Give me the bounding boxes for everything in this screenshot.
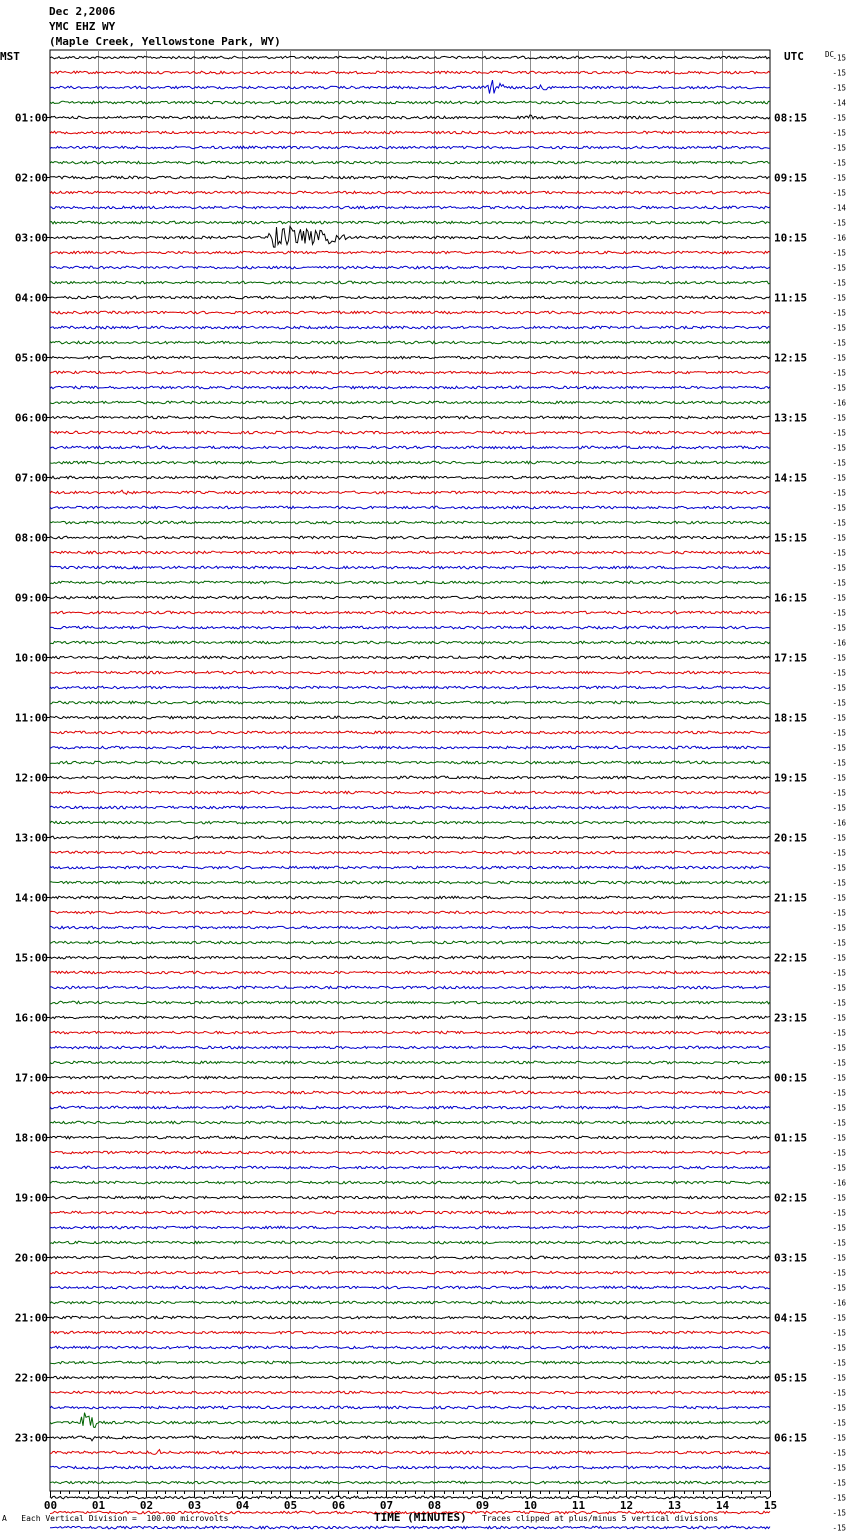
seismic-trace: [50, 506, 770, 509]
left-timezone-label: MST: [0, 50, 20, 63]
dc-offset-label: -15: [832, 488, 846, 498]
seismic-trace: [50, 56, 770, 59]
seismic-trace: [50, 1286, 770, 1289]
mst-hour-label: 12:00: [14, 771, 48, 785]
seismic-trace: [50, 131, 770, 134]
seismic-trace: [50, 866, 770, 869]
dc-offset-label: -15: [832, 218, 846, 228]
clip-note: Traces clipped at plus/minus 5 vertical divisions: [482, 1514, 719, 1523]
dc-offset-label: -15: [832, 368, 846, 378]
seismic-trace: [50, 881, 770, 884]
seismic-trace: [50, 1271, 770, 1274]
mst-hour-label: 03:00: [14, 231, 48, 245]
dc-offset-label: -15: [832, 1268, 846, 1278]
x-tick-label: 06: [331, 1499, 346, 1512]
seismic-trace: [50, 1046, 770, 1049]
dc-offset-label: -15: [832, 1163, 846, 1173]
utc-hour-label: 05:15: [774, 1371, 808, 1385]
seismic-trace: [50, 536, 770, 539]
dc-offset-label: -15: [832, 1253, 846, 1263]
seismic-trace: [50, 1211, 770, 1214]
seismic-trace: [50, 626, 770, 629]
x-tick-label: 07: [379, 1499, 394, 1512]
dc-offset-label: -15: [832, 863, 846, 873]
seismic-trace: [50, 446, 770, 449]
dc-offset-label: -15: [832, 338, 846, 348]
mst-hour-label: 13:00: [14, 831, 48, 845]
seismic-trace: [50, 791, 770, 794]
dc-offset-label: -15: [832, 1313, 846, 1323]
dc-offset-label: -15: [832, 128, 846, 138]
dc-offset-label: -15: [832, 908, 846, 918]
utc-hour-label: 11:15: [774, 291, 808, 305]
dc-offset-label: -15: [832, 683, 846, 693]
seismic-trace: [50, 1450, 770, 1455]
mst-hour-label: 18:00: [14, 1131, 48, 1145]
seismic-trace: [50, 671, 770, 674]
dc-offset-label: -16: [832, 638, 846, 648]
seismic-trace: [50, 341, 770, 344]
seismic-trace: [50, 1076, 770, 1079]
dc-offset-label: -16: [832, 818, 846, 828]
dc-offset-label: -15: [832, 1073, 846, 1083]
dc-offset-label: -15: [832, 1223, 846, 1233]
seismic-trace: [50, 1496, 770, 1499]
dc-offset-label: -15: [832, 1388, 846, 1398]
seismic-trace: [50, 581, 770, 584]
x-tick-label: 15: [763, 1499, 778, 1512]
dc-offset-label: -15: [832, 938, 846, 948]
seismic-trace: [50, 461, 770, 464]
dc-offset-label: -15: [832, 263, 846, 273]
seismic-trace: [50, 1331, 770, 1334]
dc-offset-label: -15: [832, 758, 846, 768]
dc-offset-label: -15: [832, 293, 846, 303]
seismic-trace: [50, 1121, 770, 1124]
seismic-trace: [50, 821, 770, 824]
seismic-trace: [50, 371, 770, 374]
dc-offset-label: -15: [832, 668, 846, 678]
seismic-trace: [50, 1241, 770, 1244]
location-label: (Maple Creek, Yellowstone Park, WY): [49, 35, 281, 48]
utc-hour-label: 09:15: [774, 171, 808, 185]
x-tick-label: 12: [619, 1499, 634, 1512]
seismic-trace: [50, 656, 770, 659]
mst-hour-label: 05:00: [14, 351, 48, 365]
seismic-trace: [50, 566, 770, 569]
dc-offset-label: -15: [832, 443, 846, 453]
seismic-trace: [50, 416, 770, 419]
seismic-trace: [50, 1061, 770, 1064]
mst-hour-label: 20:00: [14, 1251, 48, 1265]
seismic-trace: [50, 521, 770, 524]
dc-offset-label: -15: [832, 1238, 846, 1248]
utc-hour-label: 16:15: [774, 591, 808, 605]
dc-offset-label: -15: [832, 1103, 846, 1113]
dc-offset-label: -15: [832, 323, 846, 333]
seismic-trace: [50, 1136, 770, 1139]
dc-offset-label: -15: [832, 278, 846, 288]
utc-hour-label: 06:15: [774, 1431, 808, 1445]
seismic-trace: [50, 1196, 770, 1199]
seismic-trace: [50, 1361, 770, 1364]
seismic-trace: [50, 356, 770, 359]
station-label: YMC EHZ WY: [49, 20, 116, 33]
dc-offset-label: -15: [832, 548, 846, 558]
seismic-trace: [50, 1466, 770, 1469]
utc-hour-label: 19:15: [774, 771, 808, 785]
x-axis-title: TIME (MINUTES): [374, 1511, 467, 1524]
seismic-trace: [50, 296, 770, 299]
dc-offset-label: -15: [832, 383, 846, 393]
mst-hour-label: 14:00: [14, 891, 48, 905]
dc-offset-label: -15: [832, 1343, 846, 1353]
dc-offset-label: -15: [832, 248, 846, 258]
seismic-trace: [50, 1031, 770, 1034]
mst-hour-label: 10:00: [14, 651, 48, 665]
dc-offset-label: -15: [832, 353, 846, 363]
utc-hour-label: 00:15: [774, 1071, 808, 1085]
x-tick-label: 08: [427, 1499, 442, 1512]
seismic-trace: [50, 386, 770, 389]
x-tick-label: 05: [283, 1499, 298, 1512]
seismic-trace: [50, 311, 770, 314]
dc-offset-label: -15: [832, 983, 846, 993]
seismic-trace: [50, 716, 770, 719]
seismic-trace: [50, 146, 770, 149]
dc-offset-label: -15: [832, 518, 846, 528]
utc-hour-label: 17:15: [774, 651, 808, 665]
mst-hour-label: 11:00: [14, 711, 48, 725]
dc-offset-label: -15: [832, 773, 846, 783]
right-timezone-label: UTC: [784, 50, 804, 63]
utc-hour-label: 21:15: [774, 891, 808, 905]
dc-offset-label: -15: [832, 803, 846, 813]
dc-offset-label: -15: [832, 1493, 846, 1503]
dc-offset-label: -15: [832, 713, 846, 723]
dc-header-label: DC: [825, 50, 835, 59]
seismic-trace: [50, 281, 770, 284]
dc-offset-label: -15: [832, 1523, 846, 1533]
dc-offset-label: -15: [832, 188, 846, 198]
mst-hour-label: 22:00: [14, 1371, 48, 1385]
dc-offset-label: -15: [832, 1373, 846, 1383]
utc-hour-label: 01:15: [774, 1131, 808, 1145]
mst-hour-label: 19:00: [14, 1191, 48, 1205]
dc-offset-label: -15: [832, 458, 846, 468]
seismic-trace: [50, 221, 770, 224]
dc-offset-label: -15: [832, 1118, 846, 1128]
seismic-trace: [50, 731, 770, 734]
mst-hour-label: 16:00: [14, 1011, 48, 1025]
dc-offset-label: -15: [832, 728, 846, 738]
utc-hour-label: 08:15: [774, 111, 808, 125]
mst-hour-label: 17:00: [14, 1071, 48, 1085]
seismic-trace: [50, 266, 770, 269]
dc-offset-label: -15: [832, 968, 846, 978]
dc-offset-label: -15: [832, 1358, 846, 1368]
seismic-trace: [50, 836, 770, 839]
dc-offset-label: -15: [832, 428, 846, 438]
dc-offset-label: -15: [832, 1193, 846, 1203]
seismic-trace: [50, 1481, 770, 1484]
dc-offset-label: -14: [832, 203, 846, 213]
seismic-trace: [50, 206, 770, 209]
seismic-trace: [50, 776, 770, 779]
x-tick-label: 10: [523, 1499, 538, 1512]
x-tick-label: 00: [43, 1499, 58, 1512]
utc-hour-label: 20:15: [774, 831, 808, 845]
dc-offset-label: -15: [832, 1208, 846, 1218]
dc-offset-label: -15: [832, 743, 846, 753]
seismic-trace: [50, 761, 770, 764]
dc-offset-label: -15: [832, 1508, 846, 1518]
dc-offset-label: -15: [832, 878, 846, 888]
utc-hour-label: 02:15: [774, 1191, 808, 1205]
seismic-trace: [50, 115, 770, 119]
dc-offset-label: -15: [832, 173, 846, 183]
dc-offset-label: -15: [832, 533, 846, 543]
seismic-trace: [50, 1001, 770, 1004]
utc-hour-label: 04:15: [774, 1311, 808, 1325]
division-text: Each Vertical Division = 100.00 microvolts: [21, 1514, 229, 1523]
mst-hour-label: 21:00: [14, 1311, 48, 1325]
dc-offset-label: -15: [832, 1283, 846, 1293]
utc-hour-label: 15:15: [774, 531, 808, 545]
seismic-trace: [50, 851, 770, 854]
seismic-trace: [50, 1436, 770, 1441]
seismic-trace: [50, 1181, 770, 1184]
dc-offset-label: -15: [832, 623, 846, 633]
utc-hour-label: 03:15: [774, 1251, 808, 1265]
date-label: Dec 2,2006: [49, 5, 116, 18]
seismic-trace: [50, 806, 770, 809]
mst-hour-label: 02:00: [14, 171, 48, 185]
mst-hour-label: 15:00: [14, 951, 48, 965]
dc-offset-label: -15: [832, 83, 846, 93]
vertical-division-note: [2, 1514, 228, 1523]
seismic-trace: [50, 1166, 770, 1169]
dc-offset-label: -15: [832, 593, 846, 603]
dc-offset-label: -15: [832, 68, 846, 78]
seismic-trace: [50, 161, 770, 164]
dc-offset-label: -15: [832, 653, 846, 663]
seismic-trace: [50, 941, 770, 944]
dc-offset-label: -15: [832, 848, 846, 858]
seismic-trace: [50, 611, 770, 614]
dc-offset-label: -15: [832, 788, 846, 798]
dc-offset-label: -15: [832, 1058, 846, 1068]
utc-hour-label: 23:15: [774, 1011, 808, 1025]
dc-offset-label: -16: [832, 233, 846, 243]
dc-offset-label: -15: [832, 998, 846, 1008]
seismic-trace: [50, 326, 770, 329]
dc-offset-label: -15: [832, 1013, 846, 1023]
seismic-trace: [50, 1106, 770, 1109]
dc-offset-label: -15: [832, 608, 846, 618]
seismic-trace: [50, 1256, 770, 1259]
dc-offset-label: -15: [832, 143, 846, 153]
utc-hour-label: 22:15: [774, 951, 808, 965]
seismic-trace: [50, 926, 770, 929]
utc-hour-label: 18:15: [774, 711, 808, 725]
seismic-trace: [50, 1391, 770, 1394]
dc-offset-label: -15: [832, 833, 846, 843]
x-tick-label: 01: [91, 1499, 106, 1512]
seismic-trace: [50, 1151, 770, 1154]
mst-hour-label: 07:00: [14, 471, 48, 485]
seismic-trace: [50, 401, 770, 404]
seismic-trace: [50, 1413, 770, 1428]
seismic-trace: [50, 551, 770, 554]
dc-offset-label: -14: [832, 98, 846, 108]
x-tick-label: 14: [715, 1499, 730, 1512]
dc-offset-label: -15: [832, 563, 846, 573]
dc-offset-label: -15: [832, 503, 846, 513]
seismic-trace: [50, 1346, 770, 1349]
dc-offset-label: -16: [832, 398, 846, 408]
seismic-trace: [50, 971, 770, 974]
seismic-trace: [50, 1091, 770, 1094]
seismic-trace: [50, 641, 770, 644]
seismic-trace: [50, 1376, 770, 1379]
x-tick-label: 04: [235, 1499, 250, 1512]
dc-offset-label: -15: [832, 1448, 846, 1458]
dc-offset-label: -15: [832, 1028, 846, 1038]
mst-hour-label: 09:00: [14, 591, 48, 605]
dc-offset-label: -15: [832, 1478, 846, 1488]
seismic-trace: [50, 101, 770, 104]
dc-offset-label: -15: [832, 1043, 846, 1053]
seismic-trace: [50, 490, 770, 494]
dc-offset-label: -15: [832, 1463, 846, 1473]
seismic-trace: [50, 956, 770, 959]
seismic-trace: [50, 686, 770, 689]
utc-hour-label: 12:15: [774, 351, 808, 365]
mst-hour-label: 08:00: [14, 531, 48, 545]
seismic-trace: [50, 176, 770, 179]
dc-offset-label: -15: [832, 923, 846, 933]
seismic-trace: [50, 1316, 770, 1319]
x-tick-label: 09: [475, 1499, 490, 1512]
seismic-trace: [50, 1016, 770, 1019]
dc-offset-label: -15: [832, 1403, 846, 1413]
dc-offset-label: -15: [832, 158, 846, 168]
dc-offset-label: -15: [832, 413, 846, 423]
dc-offset-label: -15: [832, 113, 846, 123]
utc-hour-label: 13:15: [774, 411, 808, 425]
seismic-trace: [50, 71, 770, 74]
x-tick-label: 02: [139, 1499, 154, 1512]
seismic-trace: [50, 986, 770, 989]
seismic-trace: [50, 1301, 770, 1304]
dc-offset-label: -15: [832, 953, 846, 963]
dc-offset-label: -15: [832, 578, 846, 588]
dc-offset-label: -15: [832, 1148, 846, 1158]
seismic-trace: [50, 251, 770, 254]
seismic-trace: [50, 1226, 770, 1229]
dc-offset-label: -15: [832, 698, 846, 708]
seismic-trace: [50, 80, 770, 93]
dc-offset-label: -15: [832, 1328, 846, 1338]
utc-hour-label: 14:15: [774, 471, 808, 485]
dc-offset-label: -15: [832, 1433, 846, 1443]
mst-hour-label: 06:00: [14, 411, 48, 425]
mst-hour-label: 01:00: [14, 111, 48, 125]
dc-offset-label: -16: [832, 1298, 846, 1308]
mst-hour-label: 04:00: [14, 291, 48, 305]
seismic-trace: [50, 911, 770, 914]
scale-mark: A: [2, 1514, 7, 1523]
x-tick-label: 03: [187, 1499, 202, 1512]
seismic-trace: [50, 896, 770, 899]
seismic-trace: [50, 1406, 770, 1409]
x-tick-label: 11: [571, 1499, 586, 1512]
seismic-trace: [50, 431, 770, 434]
seismic-trace: [50, 1526, 770, 1529]
dc-offset-label: -16: [832, 1178, 846, 1188]
x-tick-label: 13: [667, 1499, 682, 1512]
seismic-trace: [50, 476, 770, 479]
utc-hour-label: 10:15: [774, 231, 808, 245]
seismic-trace: [50, 746, 770, 749]
seismic-trace: [50, 596, 770, 599]
dc-offset-label: -15: [832, 1088, 846, 1098]
mst-hour-label: 23:00: [14, 1431, 48, 1445]
seismic-trace: [50, 227, 770, 248]
dc-offset-label: -15: [832, 308, 846, 318]
dc-offset-label: -15: [832, 1133, 846, 1143]
dc-offset-label: -15: [832, 893, 846, 903]
seismic-trace: [50, 701, 770, 704]
seismic-trace: [50, 191, 770, 194]
dc-offset-label: -15: [832, 53, 846, 63]
dc-offset-label: -15: [832, 473, 846, 483]
dc-offset-label: -15: [832, 1418, 846, 1428]
